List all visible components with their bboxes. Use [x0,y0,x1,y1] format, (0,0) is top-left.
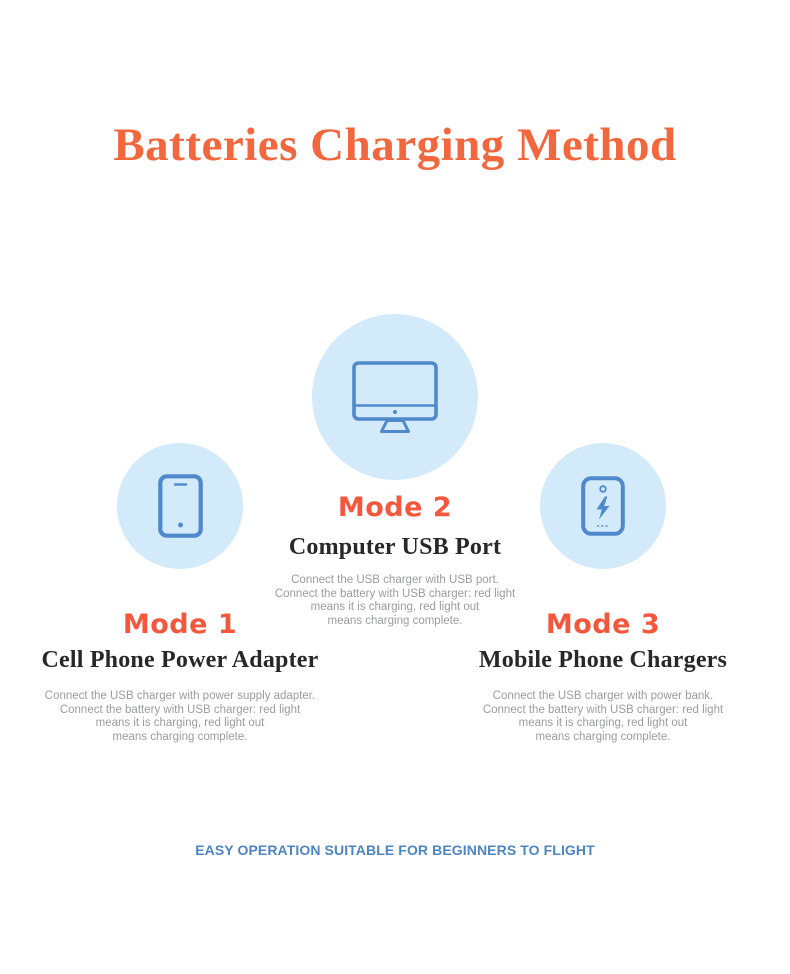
mode-3-description [483,690,723,744]
mode-1-subtitle: Cell Phone Power Adapter [41,647,319,673]
description-line: Connect the USB charger with power supply adapter. [44,690,316,702]
description-line: means it is charging, red light out [310,601,480,613]
description-line: means it is charging, red light out [95,717,265,729]
mode-1-description [45,690,315,744]
description-line: means charging complete. [112,730,248,743]
description-line: Connect the battery with USB charger: red light [482,703,724,716]
mode-3-label: Mode 3 [545,609,661,640]
description-line: means charging complete. [327,614,463,627]
mode-1-circle [117,443,243,569]
description-line: Connect the battery with USB charger: red light [59,703,301,716]
mode-3-subtitle: Mobile Phone Chargers [478,647,728,673]
description-line: means it is charging, red light out [518,717,688,729]
mode-3-circle [540,443,666,569]
power-bank-icon [581,476,625,536]
footer-tagline: EASY OPERATION SUITABLE FOR BEGINNERS TO FLIGHT [195,842,595,858]
mode-1-section [18,443,342,744]
description-line: means charging complete. [535,730,671,743]
computer-monitor-icon [352,361,438,433]
mode-2-subtitle: Computer USB Port [288,534,502,560]
mode-3-section [441,443,765,744]
description-line: Connect the battery with USB charger: red light [274,587,516,600]
page-title: Batteries Charging Method [113,119,677,171]
description-line: Connect the USB charger with power bank. [492,690,714,702]
mode-2-label: Mode 2 [337,492,453,523]
mode-1-label: Mode 1 [122,609,238,640]
cell-phone-icon [158,474,203,538]
description-line: Connect the USB charger with USB port. [291,574,499,586]
